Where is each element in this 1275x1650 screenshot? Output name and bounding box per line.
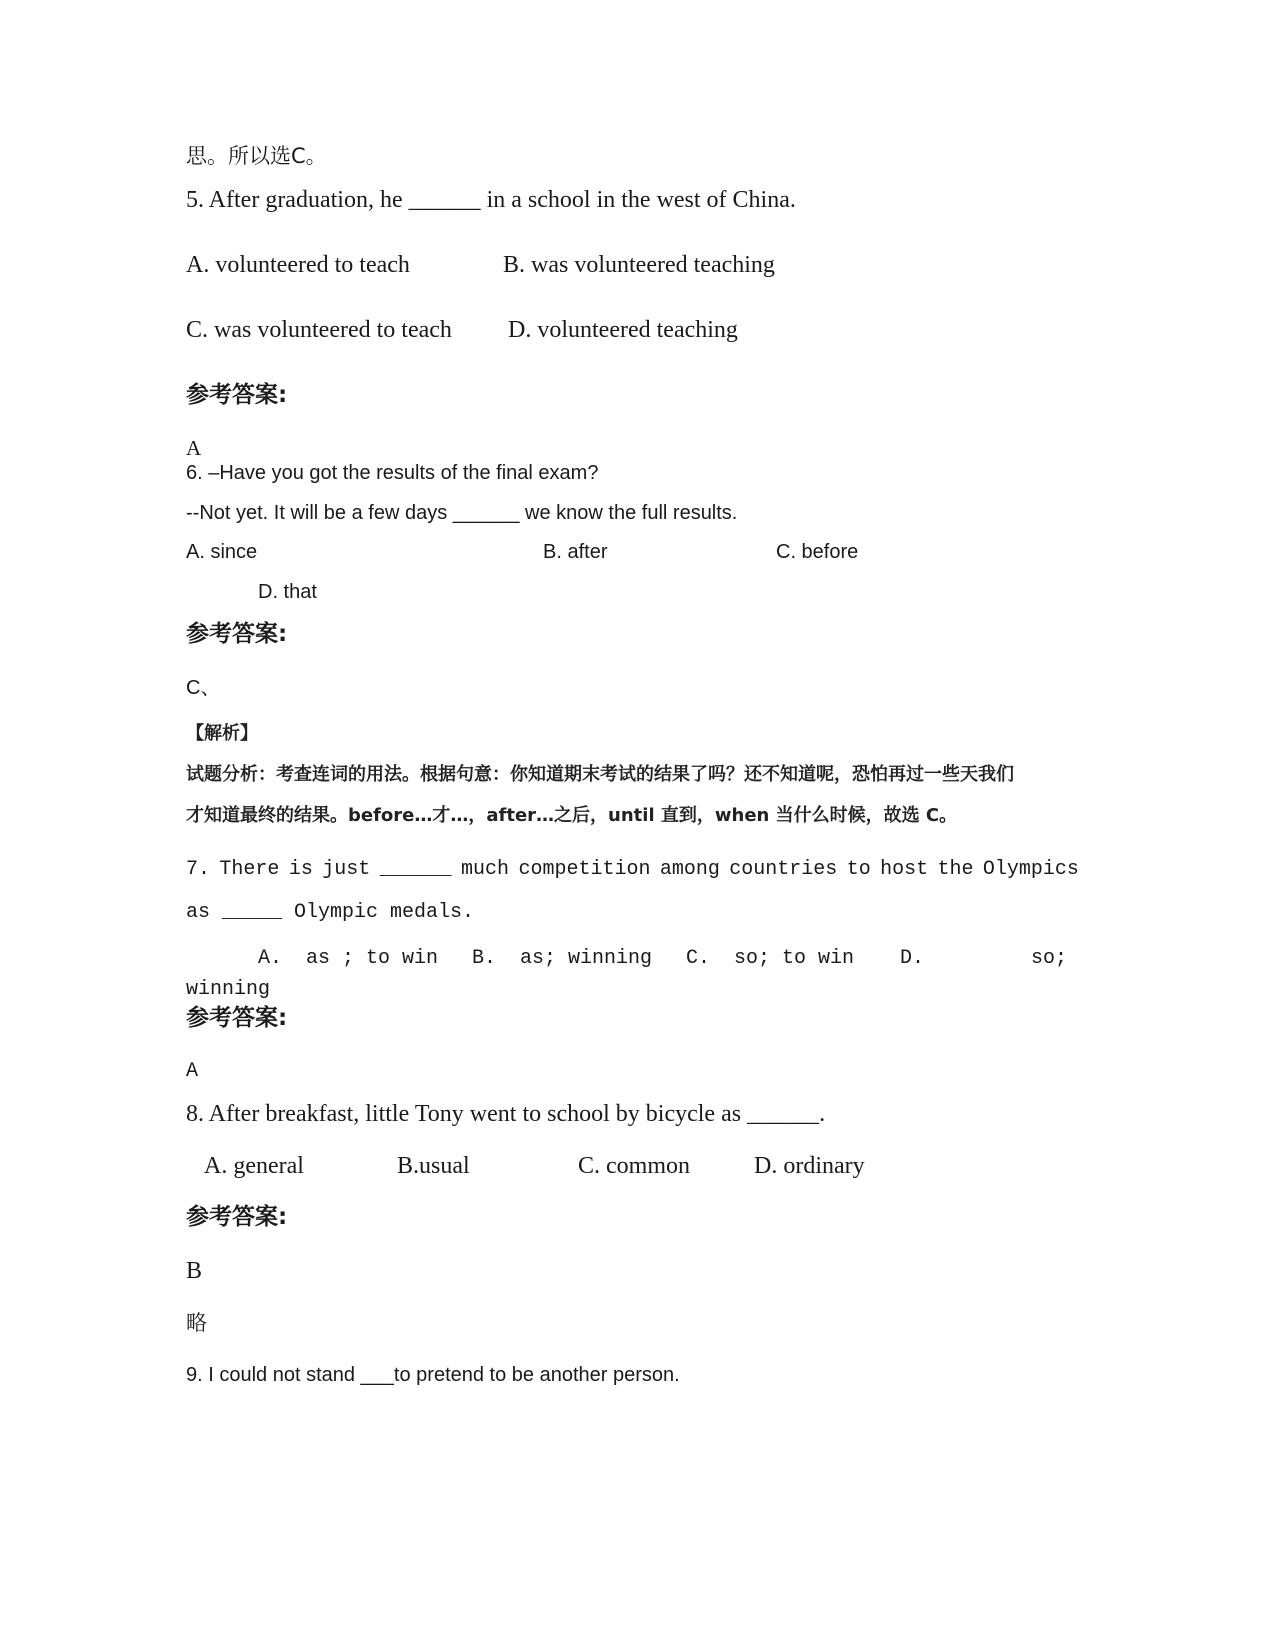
q7-line1 [186,860,1079,880]
q6-analysis-title: 【解析】 [186,723,258,744]
q7-option-b: B. as; winning [472,947,653,970]
q7-option-d: D. [900,947,925,970]
q5-option-c: C. was volunteered to teach [186,317,452,343]
q6-option-b: B. after [543,541,608,563]
q6-answer-heading: 参考答案: [186,621,288,647]
q7-word: to [846,858,871,881]
q7-option-d-text: so; [1031,947,1068,970]
q7-word: is [288,858,313,881]
q8-answer: B [186,1258,203,1284]
q7-line2: as _____ Olympic medals. [186,901,475,924]
q7-option-c: C. so; to win [686,947,855,970]
q6-answer: C、 [186,677,221,699]
q9-stem: 9. I could not stand ___to pretend to be another person. [186,1364,680,1386]
q7-word: the [937,858,974,881]
q8-option-d: D. ordinary [754,1153,865,1179]
q7-word: There [219,858,280,881]
q8-note: 略 [186,1311,207,1335]
q6-line1: 6. –Have you got the results of the final exam? [186,462,599,484]
q5-answer: A [186,436,202,460]
q5-option-b: B. was volunteered teaching [503,252,775,278]
q7-word: competition [518,858,651,881]
q7-answer-heading: 参考答案: [186,1005,288,1031]
q7-option-d-wrap: winning [186,978,271,1001]
q6-option-c: C. before [776,541,859,563]
q5-option-a: A. volunteered to teach [186,252,410,278]
q7-word: host [880,858,929,881]
q7-word: Olympics [982,858,1079,881]
q8-option-a: A. general [204,1153,304,1179]
q6-option-a: A. since [186,541,258,563]
q5-option-d: D. volunteered teaching [508,317,738,343]
q7-answer: A [186,1060,199,1083]
q8-stem: 8. After breakfast, little Tony went to school by bicycle as ______. [186,1101,826,1127]
q6-analysis-line1: 试题分析：考查连词的用法。根据句意：你知道期末考试的结果了吗？还不知道呢，恐怕再过一些天我们 [186,764,1014,785]
q6-analysis-line2: 才知道最终的结果。before…才…，after…之后，until 直到，when 当什么时候，故选 C。 [186,805,958,826]
q7-word: 7. [186,858,211,881]
previous-explanation-tail: 思。所以选C。 [186,144,327,168]
q7-option-a: A. as ; to win [258,947,439,970]
q8-answer-heading: 参考答案: [186,1204,288,1230]
q7-word: among [659,858,720,881]
q5-answer-heading: 参考答案: [186,382,288,408]
q7-word: ______ [379,858,452,881]
q6-line2: --Not yet. It will be a few days ______ we know the full results. [186,502,738,524]
q7-word: countries [729,858,838,881]
q5-stem: 5. After graduation, he ______ in a school in the west of China. [186,187,796,213]
q7-word: much [461,858,510,881]
q8-option-b: B.usual [397,1153,470,1179]
q8-option-c: C. common [578,1153,690,1179]
q7-word: just [322,858,371,881]
q6-option-d: D. that [258,581,317,603]
